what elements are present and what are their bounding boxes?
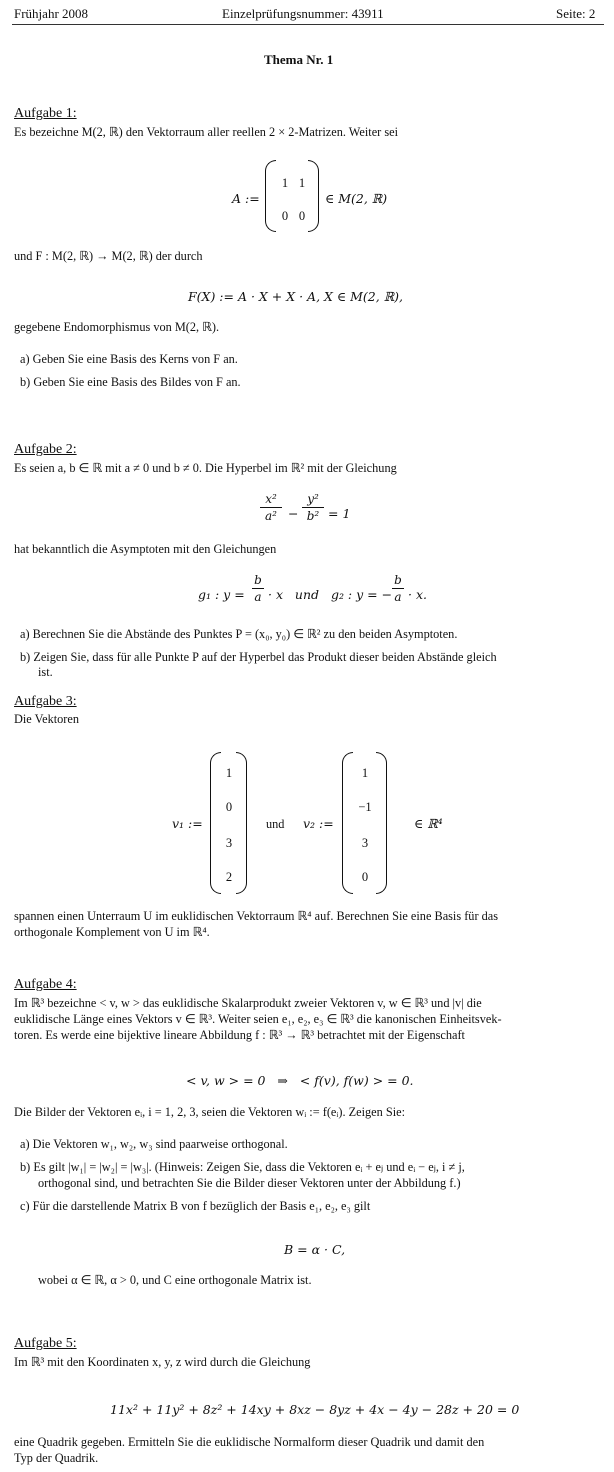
aufgabe2-item-a: a) Berechnen Sie die Abstände des Punktes P = (x₀, y₀) ∈ ℝ² zu den beiden Asymptoten. xyxy=(20,627,458,641)
aufgabe1-after: gegebene Endomorphismus von M(2, ℝ). xyxy=(14,320,220,334)
thema-title: Thema Nr. 1 xyxy=(264,52,334,67)
aufgabe1-item-b: b) Geben Sie eine Basis des Bildes von F an. xyxy=(20,375,241,389)
fraction-numerator: b xyxy=(254,573,262,587)
v1-entry: 3 xyxy=(225,836,233,850)
fraction-denominator: b² xyxy=(306,509,320,523)
fraction-numerator: y² xyxy=(307,492,319,506)
v1-entry: 0 xyxy=(225,800,233,814)
g1-rhs: · x und g₂ : y = − xyxy=(268,587,393,602)
aufgabe4-formula2: B = α · C, xyxy=(284,1242,346,1257)
matrix-right-paren xyxy=(308,160,319,232)
v1-left-paren xyxy=(210,752,221,894)
aufgabe4-intro-line1: Im ℝ³ bezeichne < v, w > das euklidische Skalarprodukt zweier Vektoren v, w ∈ ℝ³ und |v| die xyxy=(14,996,482,1010)
header-rule xyxy=(12,24,604,25)
matrix-cell: 1 xyxy=(298,176,306,190)
matrix-cell: 1 xyxy=(281,176,289,190)
v2-entry: 1 xyxy=(361,766,369,780)
aufgabe1-item-a: a) Geben Sie eine Basis des Kerns von F an. xyxy=(20,352,238,366)
aufgabe1-intro: Es bezeichne M(2, ℝ) den Vektorraum aller reellen 2 × 2-Matrizen. Weiter sei xyxy=(14,125,398,139)
v1-right-paren xyxy=(236,752,247,894)
v2-entry: 0 xyxy=(361,870,369,884)
v1-entry: 2 xyxy=(225,870,233,884)
asymptote-text: hat bekanntlich die Asymptoten mit den Gleichungen xyxy=(14,542,277,556)
matrix-left-paren xyxy=(265,160,276,232)
v1-label: v₁ := xyxy=(172,816,203,831)
vector-und: und xyxy=(266,817,285,831)
aufgabe1-formula: F(X) := A · X + X · A, X ∈ M(2, ℝ), xyxy=(188,289,403,304)
hyperbola-fraction-2 xyxy=(302,492,324,523)
fraction-denominator: a xyxy=(394,590,402,604)
aufgabe5-text-line2: Typ der Quadrik. xyxy=(14,1451,99,1465)
v2-label: v₂ := xyxy=(303,816,334,831)
aufgabe5-title: Aufgabe 5: xyxy=(14,1336,77,1351)
matrix-cell: 0 xyxy=(281,209,289,223)
aufgabe5-formula: 11x² + 11y² + 8z² + 14xy + 8xz − 8yz + 4x − 4y − 28z + 20 = 0 xyxy=(110,1402,520,1417)
v2-entry: 3 xyxy=(361,836,369,850)
aufgabe4-item-a: a) Die Vektoren w₁, w₂, w₃ sind paarweise orthogonal. xyxy=(20,1137,288,1151)
aufgabe2-intro: Es seien a, b ∈ ℝ mit a ≠ 0 und b ≠ 0. Die Hyperbel im ℝ² mit der Gleichung xyxy=(14,461,397,475)
aufgabe1-map-text: und F : M(2, ℝ) → M(2, ℝ) der durch xyxy=(14,249,203,263)
header-exam-number: Einzelprüfungsnummer: 43911 xyxy=(222,6,384,21)
aufgabe3-text-line2: orthogonale Komplement von U im ℝ⁴. xyxy=(14,925,210,939)
v1-entry: 1 xyxy=(225,766,233,780)
fraction-bar xyxy=(302,507,324,508)
hyperbola-fraction-1 xyxy=(260,492,282,523)
hyperbola-minus: − xyxy=(288,506,299,521)
aufgabe4-closing: wobei α ∈ ℝ, α > 0, und C eine orthogonale Matrix ist. xyxy=(38,1273,312,1287)
aufgabe4-item-b-cont: orthogonal sind, und betrachten Sie die Bilder dieser Vektoren unter der Abbildung f.) xyxy=(38,1176,461,1190)
fraction-bar xyxy=(392,588,404,589)
aufgabe2-item-b: b) Zeigen Sie, dass für alle Punkte P auf der Hyperbel das Produkt dieser beiden Abstände gleich xyxy=(20,650,497,664)
aufgabe4-title: Aufgabe 4: xyxy=(14,977,77,992)
vector-membership: ∈ ℝ⁴ xyxy=(414,816,443,831)
v2-left-paren xyxy=(342,752,353,894)
fraction-bar xyxy=(260,507,282,508)
fraction-numerator: x² xyxy=(265,492,277,506)
matrix-cell: 0 xyxy=(298,209,306,223)
g1-lhs: g₁ : y = xyxy=(198,587,245,602)
aufgabe4-item-c: c) Für die darstellende Matrix B von f bezüglich der Basis e₁, e₂, e₃ gilt xyxy=(20,1199,371,1213)
matrix-a-label: A := xyxy=(232,191,260,206)
aufgabe5-text-line1: eine Quadrik gegeben. Ermitteln Sie die euklidische Normalform dieser Quadrik und damit den xyxy=(14,1435,485,1449)
fraction-bar xyxy=(252,588,264,589)
v2-right-paren xyxy=(376,752,387,894)
g2-rhs: · x. xyxy=(408,587,427,602)
header-page: Seite: 2 xyxy=(556,6,596,21)
aufgabe2-title: Aufgabe 2: xyxy=(14,442,77,457)
fraction-denominator: a xyxy=(254,590,262,604)
aufgabe4-intro-line3: toren. Es werde eine bijektive lineare Abbildung f : ℝ³ → ℝ³ betrachtet mit der Eigenschaft xyxy=(14,1028,465,1042)
aufgabe3-title: Aufgabe 3: xyxy=(14,694,77,709)
fraction-numerator: b xyxy=(394,573,402,587)
aufgabe4-formula: < v, w > = 0 ⇒ < f(v), f(w) > = 0. xyxy=(186,1073,414,1088)
aufgabe4-text: Die Bilder der Vektoren eᵢ, i = 1, 2, 3, seien die Vektoren wᵢ := f(eᵢ). Zeigen Sie: xyxy=(14,1105,405,1119)
hyperbola-rhs: = 1 xyxy=(328,506,351,521)
aufgabe4-item-b: b) Es gilt |w₁| = |w₂| = |w₃|. (Hinweis: Zeigen Sie, dass die Vektoren eᵢ + eⱼ und eᵢ − eⱼ, i ≠ j, xyxy=(20,1160,465,1174)
aufgabe3-intro: Die Vektoren xyxy=(14,712,79,726)
aufgabe2-item-b-cont: ist. xyxy=(38,665,53,679)
aufgabe1-title: Aufgabe 1: xyxy=(14,106,77,121)
matrix-membership: ∈ M(2, ℝ) xyxy=(325,191,388,206)
aufgabe4-intro-line2: euklidische Länge eines Vektors v ∈ ℝ³. Weiter seien e₁, e₂, e₃ ∈ ℝ³ die kanonischen Einheitsvek- xyxy=(14,1012,502,1026)
fraction-denominator: a² xyxy=(265,509,277,523)
g2-fraction xyxy=(392,573,404,604)
aufgabe5-intro: Im ℝ³ mit den Koordinaten x, y, z wird durch die Gleichung xyxy=(14,1355,311,1369)
header-date: Frühjahr 2008 xyxy=(14,6,89,21)
g1-fraction xyxy=(252,573,264,604)
aufgabe3-text-line1: spannen einen Unterraum U im euklidischen Vektorraum ℝ⁴ auf. Berechnen Sie eine Basis für das xyxy=(14,909,499,923)
v2-entry: −1 xyxy=(358,800,372,814)
